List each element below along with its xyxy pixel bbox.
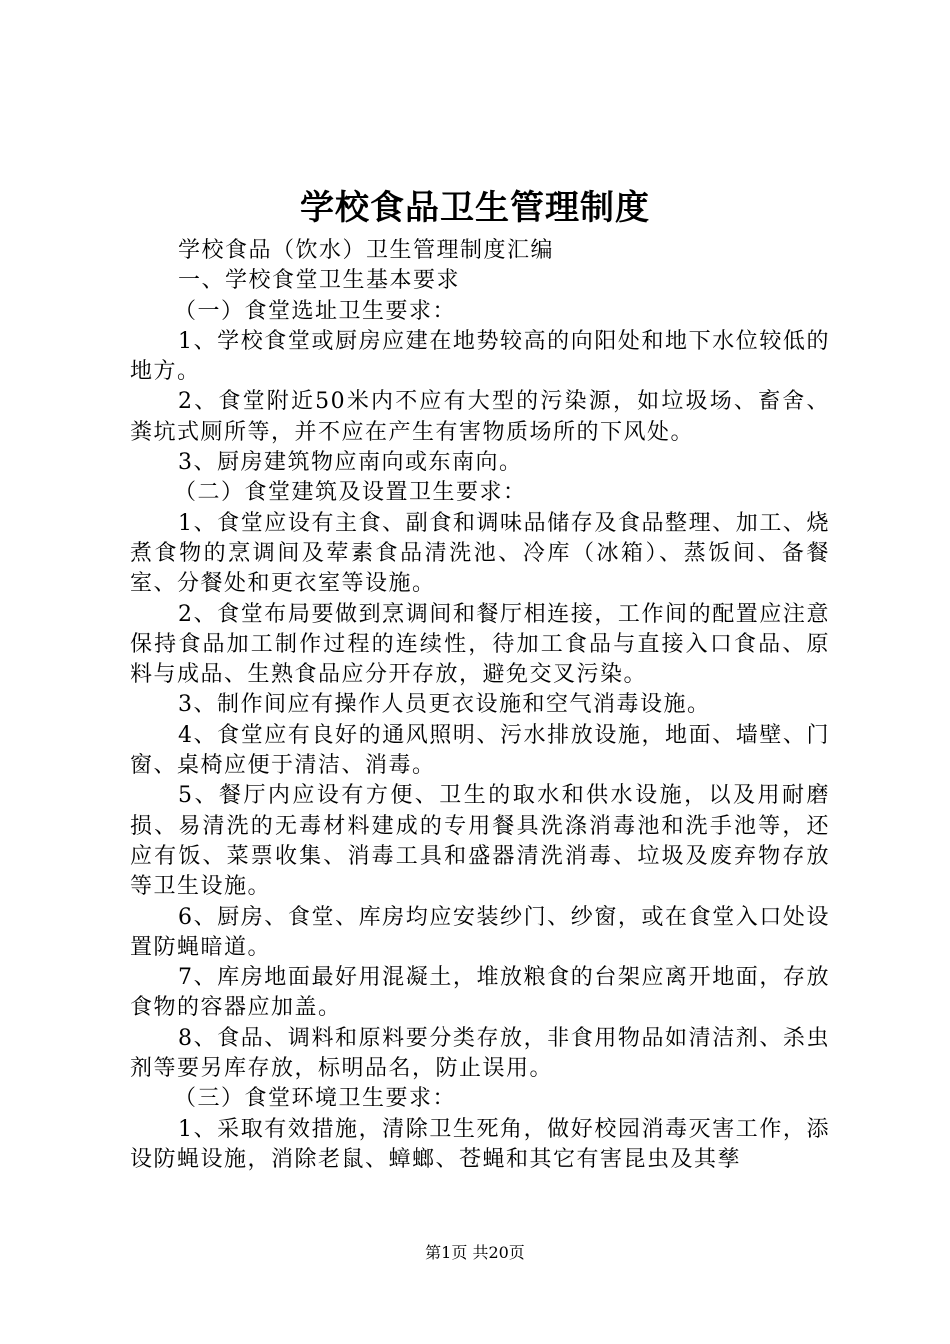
paragraph-building-item-6: 6、厨房、食堂、库房均应安装纱门、纱窗，或在食堂入口处设置防蝇暗道。 — [130, 904, 830, 960]
paragraph-environment-item-1: 1、采取有效措施，清除卫生死角，做好校园消毒灭害工作，添设防蝇设施，消除老鼠、蟑螂、苍蝇和其它有害昆虫及其孳 — [130, 1116, 830, 1172]
paragraph-building-item-2: 2、食堂布局要做到烹调间和餐厅相连接，工作间的配置应注意保持食品加工制作过程的连续性，待加工食品与直接入口食品、原料与成品、生熟食品应分开存放，避免交叉污染。 — [130, 601, 830, 688]
paragraph-heading-collection: 学校食品（饮水）卫生管理制度汇编 — [178, 238, 555, 263]
paragraph-subsection-site: （一）食堂选址卫生要求： — [174, 298, 457, 324]
paragraph-building-item-1: 1、食堂应设有主食、副食和调味品储存及食品整理、加工、烧煮食物的烹调间及荤素食品清洗池、冷库（冰箱）、蒸饭间、备餐室、分餐处和更衣室等设施。 — [130, 510, 830, 597]
paragraph-building-item-4: 4、食堂应有良好的通风照明、污水排放设施，地面、墙壁、门窗、桌椅应便于清洁、消毒。 — [130, 722, 830, 779]
page-footer: 第1页 共20页 — [425, 1243, 525, 1262]
paragraph-site-item-3: 3、厨房建筑物应南向或东南向。 — [178, 450, 523, 476]
paragraph-subsection-building: （二）食堂建筑及设置卫生要求： — [174, 480, 527, 506]
paragraph-section-one: 一、学校食堂卫生基本要求 — [178, 268, 461, 294]
paragraph-building-item-5: 5、餐厅内应设有方便、卫生的取水和供水设施，以及用耐磨损、易清洗的无毒材料建成的专用餐具洗涤消毒池和洗手池等，还应有饭、菜票收集、消毒工具和盛器清洗消毒、垃圾及废弃物存放等卫生设施。 — [130, 783, 830, 900]
paragraph-site-item-1: 1、学校食堂或厨房应建在地势较高的向阳处和地下水位较低的地方。 — [130, 328, 830, 385]
paragraph-subsection-environment: （三）食堂环境卫生要求： — [174, 1086, 457, 1112]
document-body — [130, 236, 830, 1175]
paragraph-site-item-2: 2、食堂附近50米内不应有大型的污染源，如垃圾场、畜舍、粪坑式厕所等，并不应在产生有害物质场所的下风处。 — [130, 389, 830, 445]
paragraph-building-item-7: 7、库房地面最好用混凝土，堆放粮食的台架应离开地面，存放食物的容器应加盖。 — [130, 965, 830, 1021]
page-title: 学校食品卫生管理制度 — [300, 188, 650, 228]
paragraph-building-item-8: 8、食品、调料和原料要分类存放，非食用物品如清洁剂、杀虫剂等要另库存放，标明品名，防止误用。 — [130, 1025, 830, 1082]
paragraph-building-item-3: 3、制作间应有操作人员更衣设施和空气消毒设施。 — [178, 692, 711, 718]
